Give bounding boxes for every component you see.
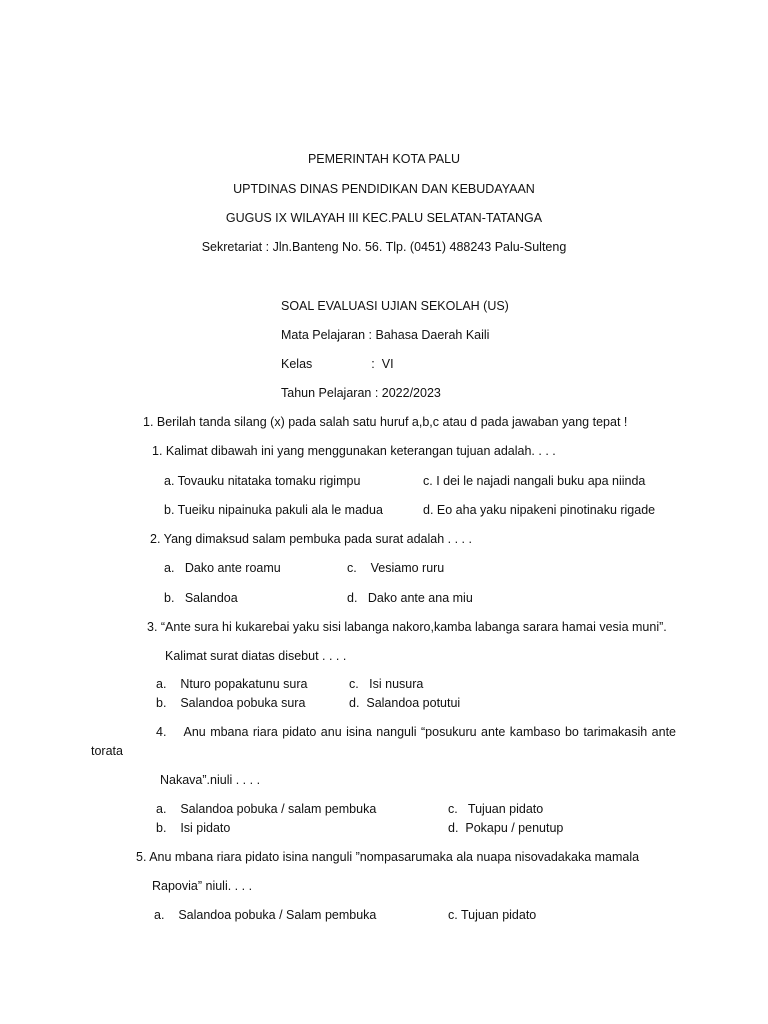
instruction: 1. Berilah tanda silang (x) pada salah satu huruf a,b,c atau d pada jawaban yang tepat !	[143, 415, 628, 429]
exam-title: SOAL EVALUASI UJIAN SEKOLAH (US)	[281, 299, 509, 313]
q4-option-c: c. Tujuan pidato	[448, 802, 544, 816]
q2-option-b: b. Salandoa	[164, 591, 238, 605]
q4-option-a: a. Salandoa pobuka / salam pembuka	[156, 802, 377, 816]
q4-option-d: d. Pokapu / penutup	[448, 821, 564, 835]
q4-option-b: b. Isi pidato	[156, 821, 231, 835]
question-4-continuation: Nakava”.niuli . . . .	[160, 773, 261, 787]
exam-year: Tahun Pelajaran : 2022/2023	[281, 386, 441, 400]
q1-option-a: a. Tovauku nitataka tomaku rigimpu	[164, 474, 361, 488]
q3-option-b: b. Salandoa pobuka sura	[156, 696, 306, 710]
q1-option-b: b. Tueiku nipainuka pakuli ala le madua	[164, 503, 383, 517]
question-1: 1. Kalimat dibawah ini yang menggunakan keterangan tujuan adalah. . . .	[152, 444, 556, 458]
question-5: 5. Anu mbana riara pidato isina nanguli ”nompasarumaka ala nuapa nisovadakaka mamala	[136, 850, 640, 864]
q3-option-a: a. Nturo popakatunu sura	[156, 677, 308, 691]
question-4: 4. Anu mbana riara pidato anu isina nanguli “posukuru ante kambaso bo tarimakasih ante	[156, 725, 676, 739]
q2-option-c: c. Vesiamo ruru	[347, 561, 445, 575]
exam-subject: Mata Pelajaran : Bahasa Daerah Kaili	[281, 328, 490, 342]
q2-option-a: a. Dako ante roamu	[164, 561, 281, 575]
question-4-wrap: torata	[91, 744, 123, 758]
q3-option-d: d. Salandoa potutui	[349, 696, 461, 710]
q1-option-d: d. Eo aha yaku nipakeni pinotinaku rigade	[423, 503, 656, 517]
q5-option-a: a. Salandoa pobuka / Salam pembuka	[154, 908, 377, 922]
question-3-continuation: Kalimat surat diatas disebut . . . .	[165, 649, 347, 663]
q5-option-c: c. Tujuan pidato	[448, 908, 537, 922]
header-secretariat: Sekretariat : Jln.Banteng No. 56. Tlp. (0451) 488243 Palu-Sulteng	[201, 240, 567, 254]
header-cluster: GUGUS IX WILAYAH III KEC.PALU SELATAN-TATANGA	[225, 211, 543, 225]
header-agency: UPTDINAS DINAS PENDIDIKAN DAN KEBUDAYAAN	[233, 182, 535, 196]
question-5-continuation: Rapovia” niuli. . . .	[152, 879, 253, 893]
q1-option-c: c. I dei le najadi nangali buku apa niinda	[423, 474, 646, 488]
q3-option-c: c. Isi nusura	[349, 677, 424, 691]
question-3: 3. “Ante sura hi kukarebai yaku sisi labanga nakoro,kamba labanga sarara hamai vesia muni”.	[147, 620, 667, 634]
header-government: PEMERINTAH KOTA PALU	[307, 152, 461, 166]
question-2: 2. Yang dimaksud salam pembuka pada surat adalah . . . .	[150, 532, 472, 546]
q2-option-d: d. Dako ante ana miu	[347, 591, 473, 605]
exam-class: Kelas : VI	[281, 357, 394, 371]
